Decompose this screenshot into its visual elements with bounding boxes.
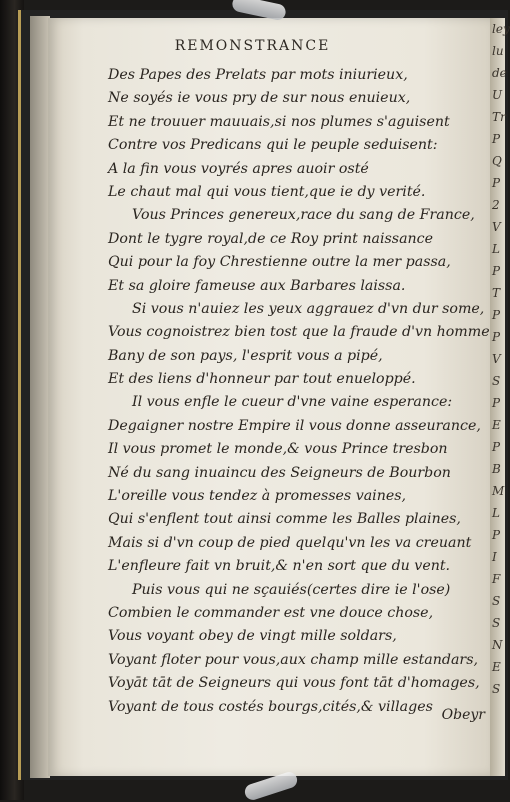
verse-line: Et sa gloire fameuse aux Barbares laissa. [108,277,406,294]
facing-page-fragment: ley [492,22,510,36]
running-header: REMONSTRANCE [174,38,331,54]
facing-page-fragment: L [492,506,500,520]
verse-line: Qui s'enflent tout ainsi comme les Balles plaines, [108,511,461,528]
facing-page-fragment: E [492,418,501,432]
facing-page-fragment: de [492,66,507,80]
facing-page-fragment: P [492,264,501,278]
verse-line: Né du sang inuaincu des Seigneurs de Bourbon [108,464,451,481]
facing-page-fragment: S [492,682,501,696]
verse-line: Voyant de tous costés bourgs,cités,& villages [108,698,433,715]
facing-page-fragment: V [492,352,501,366]
facing-page-fragment: P [492,528,501,542]
verse-line: Le chaut mal qui vous tient,que ie dy verité. [108,183,426,200]
verse-line: Puis vous qui ne sçauiés(certes dire ie l'ose) [132,581,451,598]
facing-page-fragment: P [492,330,501,344]
facing-page-fragment: P [492,308,501,322]
facing-page-edge [490,18,510,776]
verse-line: Vous cognoistrez bien tost que la fraude d'vn homme [108,324,490,341]
facing-page-fragment: T [492,286,501,300]
verse-text-block [108,64,492,719]
verse-line: L'oreille vous tendez à promesses vaines, [108,488,407,505]
facing-page-fragment: P [492,396,501,410]
verse-line: Des Papes des Prelats par mots iniurieux, [108,67,408,83]
verse-line: Vous voyant obey de vingt mille soldars, [108,628,397,645]
verse-line: Mais si d'vn coup de pied quelqu'vn les va creuant [108,534,472,551]
verse-line: Il vous promet le monde,& vous Prince tresbon [108,441,448,458]
facing-page-fragment: lu [492,44,504,58]
facing-page-fragment: Q [492,154,502,168]
facing-page-fragment: S [492,616,501,630]
page-stack-edge [30,16,50,778]
facing-page-fragment: 2 [492,198,500,212]
verse-line: Et ne trouuer mauuais,si nos plumes s'aguisent [108,113,450,130]
verse-line: Combien le commander est vne douce chose, [108,604,434,621]
facing-page-fragment: P [492,440,501,454]
facing-page-fragment: I [492,550,497,564]
facing-page-fragment: U [492,88,503,102]
facing-page-fragment: S [492,374,501,388]
verse-line: Ne soyés ie vous pry de sur nous enuieux, [108,90,411,107]
verse-line: Et des liens d'honneur par tout enueloppé. [108,371,416,388]
verse-line: A la fin vous voyrés apres auoir osté [108,160,369,177]
verse-line: L'enfleure fait vn bruit,& n'en sort que du vent. [108,558,451,575]
facing-page-fragment: E [492,660,501,674]
verse-line: Voyant floter pour vous,aux champ mille estandars, [108,651,478,668]
catchword: Obeyr [441,707,485,723]
facing-page-fragment: N [492,638,503,652]
verse-line: Si vous n'auiez les yeux aggrauez d'vn dur some, [132,300,485,317]
facing-page-fragment: P [492,176,501,190]
facing-page-fragment: S [492,594,501,608]
verse-line: Vous Princes genereux,race du sang de France, [132,207,475,224]
verse-line: Degaigner nostre Empire il vous donne asseurance, [108,417,481,434]
verse-line: Qui pour la foy Chrestienne outre la mer passa, [108,254,451,271]
facing-page-fragment: P [492,132,501,146]
facing-page-fragment: L [492,242,500,256]
facing-page-fragment: V [492,220,501,234]
verse-line: Dont le tygre royal,de ce Roy print naissance [108,230,434,247]
facing-page-fragment: Tr [492,110,506,124]
verse-line: Bany de son pays, l'esprit vous a pipé, [108,347,383,364]
facing-page-fragment: B [492,462,501,476]
verse-line: Voyāt tāt de Seigneurs qui vous font tāt d'homages, [108,675,480,692]
facing-page-fragment: M [492,484,505,498]
facing-page-fragment: F [492,572,501,586]
verse-line: Contre vos Predicans qui le peuple seduisent: [108,137,438,154]
verse-line: Il vous enfle le cueur d'vne vaine esperance: [132,394,453,411]
